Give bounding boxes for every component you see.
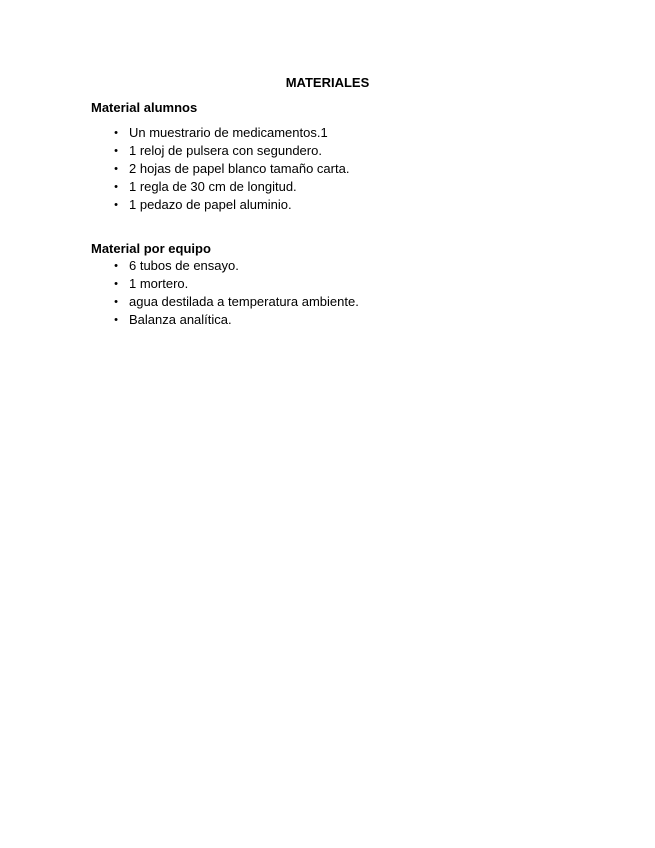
bullet-icon: •	[114, 163, 118, 175]
bullet-icon: •	[114, 127, 118, 139]
bullet-icon: •	[114, 181, 118, 193]
list-item	[91, 142, 349, 160]
list-item	[91, 178, 349, 196]
list-item-text: 1 regla de 30 cm de longitud.	[129, 179, 297, 194]
list-item-text: 1 mortero.	[129, 276, 189, 291]
bullet-icon: •	[114, 145, 118, 157]
list-item-text: 2 hojas de papel blanco tamaño carta.	[129, 161, 350, 176]
list-item	[91, 160, 349, 178]
list-item-text: Balanza analítica.	[129, 312, 232, 327]
material-alumnos-list	[91, 124, 349, 214]
bullet-icon: •	[114, 278, 118, 290]
list-item-text: agua destilada a temperatura ambiente.	[129, 294, 359, 309]
list-item-text: 1 pedazo de papel aluminio.	[129, 197, 292, 212]
bullet-icon: •	[114, 296, 118, 308]
list-item	[91, 196, 349, 214]
list-item	[91, 311, 359, 329]
list-item-text: 1 reloj de pulsera con segundero.	[129, 143, 322, 158]
bullet-icon: •	[114, 314, 118, 326]
list-item	[91, 257, 359, 275]
document-title: MATERIALES	[285, 75, 370, 90]
list-item	[91, 275, 359, 293]
bullet-icon: •	[114, 199, 118, 211]
section-heading-material-alumnos: Material alumnos	[91, 100, 198, 115]
list-item	[91, 124, 349, 142]
list-item-text: 6 tubos de ensayo.	[129, 258, 239, 273]
section-heading-material-por-equipo: Material por equipo	[91, 241, 211, 256]
list-item-text: Un muestrario de medicamentos.1	[129, 125, 328, 140]
list-item	[91, 293, 359, 311]
bullet-icon: •	[114, 260, 118, 272]
material-por-equipo-list	[91, 257, 359, 329]
